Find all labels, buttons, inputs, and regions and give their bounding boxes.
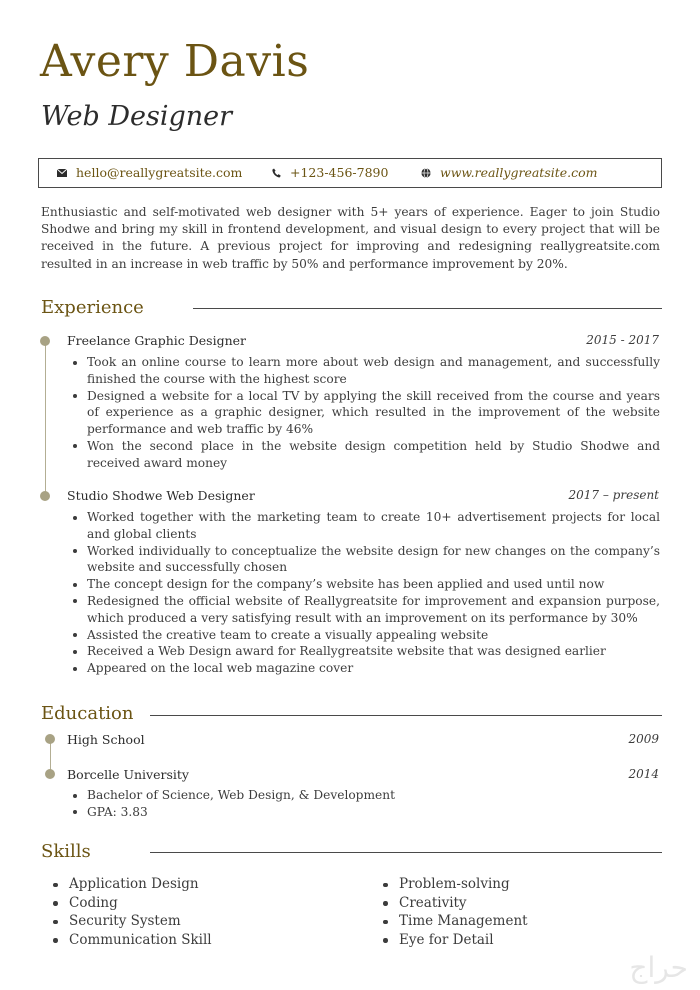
list-item: Took an online course to learn more about web design and management, and successfully finished the course with the highest score [67,354,660,388]
education-bullets [67,787,660,821]
list-item: Received a Web Design award for Reallygreatsite website that was designed earlier [67,643,660,660]
watermark-logo: حراج [629,951,688,984]
skills-divider [150,852,662,853]
list-item: Designed a website for a local TV by applying the skill received from the course and years of experience as a graphic designer, which resulted in the improvement of the website performance and web traffic by 46% [67,388,660,438]
contact-phone[interactable] [272,165,388,180]
experience-heading: Experience [41,297,144,318]
skill-item: Creativity [372,894,652,913]
skill-item: Time Management [372,912,652,931]
job-bullets [67,509,660,677]
job-title: Freelance Graphic Designer [67,333,247,348]
email-icon [57,169,67,177]
list-item: Won the second place in the website design competition held by Studio Shodwe and received award money [67,438,660,472]
list-item: Worked individually to conceptualize the website design for new changes on the company’s website and successfully chosen [67,543,660,577]
list-item: Bachelor of Science, Web Design, & Development [67,787,660,804]
skill-item: Eye for Detail [372,931,652,950]
contact-email[interactable] [57,165,242,180]
profile-summary: Enthusiastic and self-motivated web designer with 5+ years of experience. Eager to join Studio Shodwe and bring my skill in frontend development, and visual design to every project that will be received in the future. A previous project for improving and redesigning reallygreatsite.com resulted in an increase in web traffic by 50% and performance improvement by 20%. [41,205,660,271]
list-item: GPA: 3.83 [67,804,660,821]
email-text: hello@reallygreatsite.com [76,165,243,180]
contact-bar [38,158,662,188]
skill-item: Security System [42,912,342,931]
education-date: 2009 [628,732,659,746]
skills-list-left [42,875,342,949]
timeline-dot [40,336,50,346]
education-school: High School [67,732,145,747]
phone-text: +123-456-7890 [290,165,389,180]
job-date: 2017 – present [568,488,659,502]
skills-heading: Skills [41,841,91,862]
list-item: The concept design for the company’s website has been applied and used until now [67,576,660,593]
skills-list-right [372,875,652,949]
education-date: 2014 [628,767,659,781]
job-role-title: Web Designer [41,101,233,132]
skill-item: Problem-solving [372,875,652,894]
skill-item: Communication Skill [42,931,342,950]
list-item: Appeared on the local web magazine cover [67,660,660,677]
job-bullets [67,354,660,472]
education-heading: Education [41,703,134,724]
timeline-dot [40,491,50,501]
list-item: Assisted the creative team to create a visually appealing website [67,627,660,644]
job-title: Studio Shodwe Web Designer [67,488,255,503]
job-date: 2015 - 2017 [586,333,659,347]
experience-divider [193,308,662,309]
education-school: Borcelle University [67,767,189,782]
list-item: Worked together with the marketing team to create 10+ advertisement projects for local and global clients [67,509,660,543]
timeline-dot [45,734,55,744]
list-item: Redesigned the official website of Reallygreatsite for improvement and expansion purpose, which produced a very satisfying result with an improvement on its performance by 30% [67,593,660,627]
skill-item: Application Design [42,875,342,894]
website-text: www.reallygreatsite.com [440,165,598,180]
skill-item: Coding [42,894,342,913]
globe-icon [421,168,431,178]
phone-icon [272,168,281,178]
candidate-name: Avery Davis [40,36,310,87]
contact-website[interactable] [421,165,598,180]
timeline-dot [45,769,55,779]
education-divider [150,715,662,716]
experience-timeline [45,342,47,497]
